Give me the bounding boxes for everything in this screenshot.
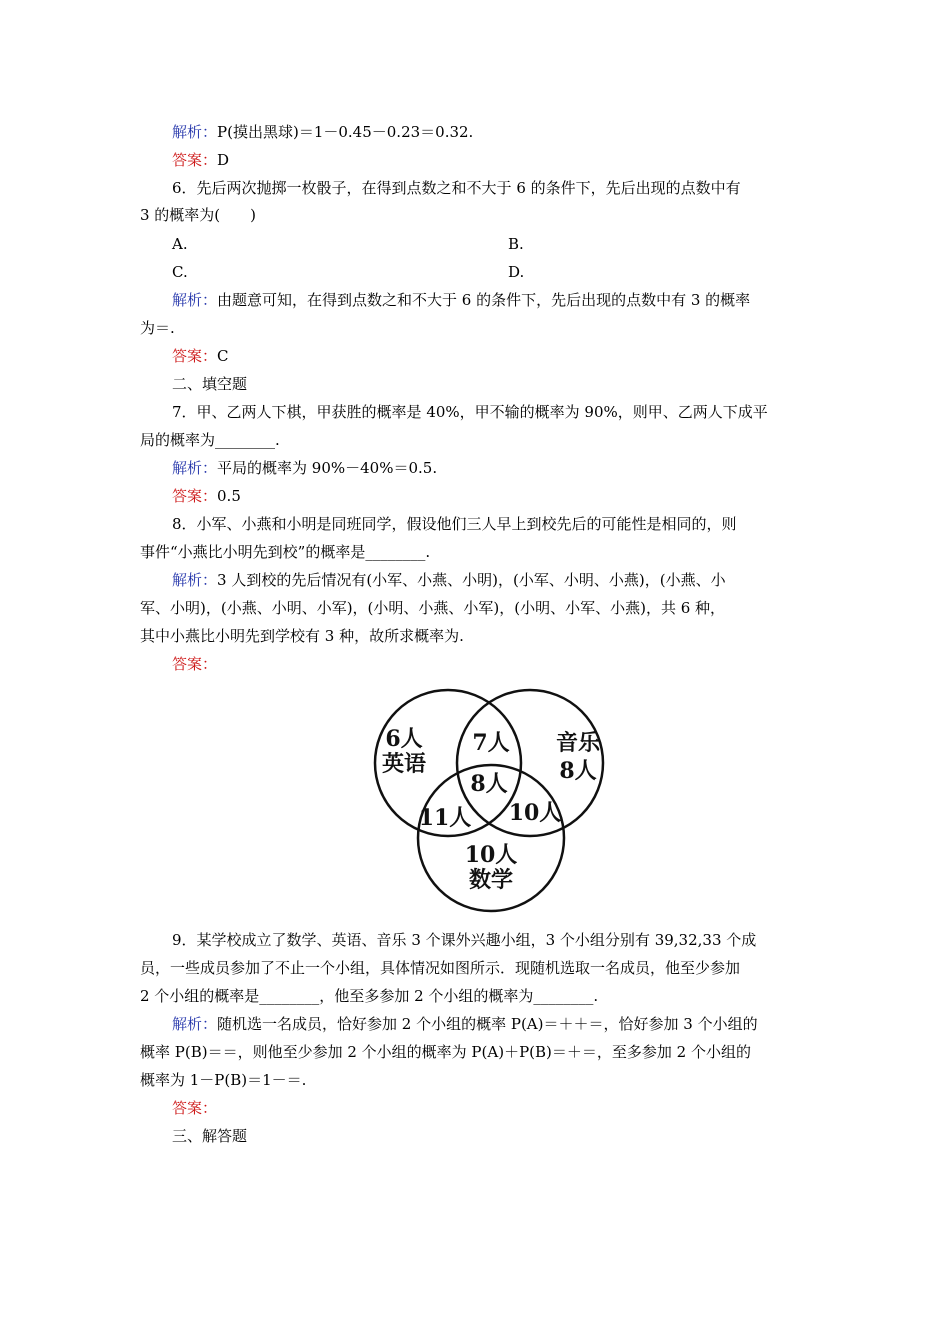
analysis-text: 3 人到校的先后情况有(小军、小燕、小明)，(小军、小明、小燕)，(小燕、小	[217, 571, 726, 589]
q6-stem-line2: 3 的概率为( )	[140, 206, 257, 224]
answer-label: 答案：	[172, 1099, 218, 1117]
q5-answer	[172, 150, 852, 170]
venn-diagram	[360, 688, 620, 914]
q6-option-b: B.	[508, 235, 524, 253]
q6-analysis-line1	[172, 290, 852, 310]
q9-analysis-line3: 概率为 1－P(B)＝1－＝.	[140, 1071, 307, 1089]
analysis-text: 平局的概率为 90%－40%＝0.5.	[217, 459, 438, 477]
q7-stem-line2: 局的概率为________.	[140, 431, 280, 449]
q6-option-d: D.	[508, 263, 525, 281]
q8-analysis-line3: 其中小燕比小明先到学校有 3 种，故所求概率为.	[140, 627, 464, 645]
english-math-count: 11人	[418, 805, 472, 831]
answer-text: 0.5	[217, 487, 241, 505]
analysis-label: 解析：	[172, 123, 218, 141]
q9-analysis-line2: 概率 P(B)＝＝，则他至少参加 2 个小组的概率为 P(A)＋P(B)＝＋＝，至多参加 2 个小组的	[140, 1043, 751, 1061]
q5-analysis	[172, 122, 852, 142]
q7-analysis	[172, 458, 852, 478]
q8-analysis-line1	[172, 570, 852, 590]
math-only-count: 10人	[464, 842, 518, 868]
q6-answer	[172, 346, 852, 366]
q6-option-c: C.	[172, 263, 188, 281]
q6-option-a: A.	[172, 235, 188, 253]
analysis-label: 解析：	[172, 291, 218, 309]
analysis-label: 解析：	[172, 571, 218, 589]
section-heading-fill-in: 二、填空题	[172, 375, 248, 393]
analysis-text: 由题意可知，在得到点数之和不大于 6 的条件下，先后出现的点数中有 3 的概率	[217, 291, 751, 309]
section-heading-answer: 三、解答题	[172, 1127, 248, 1145]
answer-label: 答案：	[172, 151, 218, 169]
q8-stem-line2: 事件“小燕比小明先到校”的概率是________.	[140, 543, 431, 561]
music-math-count: 10人	[508, 800, 562, 826]
q9-stem-line2: 员，一些成员参加了不止一个小组，具体情况如图所示．现随机选取一名成员，他至少参加	[140, 959, 741, 977]
math-label: 数学	[468, 867, 514, 893]
q8-answer	[172, 654, 852, 674]
q9-stem-line3: 2 个小组的概率是________，他至多参加 2 个小组的概率为________.	[140, 987, 599, 1005]
q9-answer	[172, 1098, 852, 1118]
q6-analysis-line2: 为＝.	[140, 319, 175, 337]
music-label: 音乐	[555, 730, 601, 756]
analysis-text: P(摸出黑球)＝1－0.45－0.23＝0.32.	[217, 123, 474, 141]
q7-stem-line1: 7．甲、乙两人下棋，甲获胜的概率是 40%，甲不输的概率为 90%，则甲、乙两人下成平	[172, 403, 768, 421]
music-only-count: 8人	[559, 758, 597, 784]
all-three-count: 8人	[470, 771, 508, 797]
analysis-label: 解析：	[172, 459, 218, 477]
analysis-text: 随机选一名成员，恰好参加 2 个小组的概率 P(A)＝＋＋＝，恰好参加 3 个小组的	[217, 1015, 758, 1033]
answer-label: 答案：	[172, 655, 218, 673]
english-only-count: 6人	[385, 726, 423, 752]
answer-label: 答案：	[172, 347, 218, 365]
q7-answer	[172, 486, 852, 506]
q9-analysis-line1	[172, 1014, 852, 1034]
answer-text: D	[217, 151, 230, 169]
english-music-count: 7人	[472, 730, 510, 756]
q8-stem-line1: 8．小军、小燕和小明是同班同学，假设他们三人早上到校先后的可能性是相同的，则	[172, 515, 737, 533]
answer-label: 答案：	[172, 487, 218, 505]
q6-stem-line1: 6．先后两次抛掷一枚骰子，在得到点数之和不大于 6 的条件下，先后出现的点数中有	[172, 179, 741, 197]
analysis-label: 解析：	[172, 1015, 218, 1033]
english-label: 英语	[381, 751, 427, 777]
q8-analysis-line2: 军、小明)，(小燕、小明、小军)，(小明、小燕、小军)，(小明、小军、小燕)，共 6 种，	[140, 599, 726, 617]
answer-text: C	[217, 347, 229, 365]
q9-stem-line1: 9．某学校成立了数学、英语、音乐 3 个课外兴趣小组，3 个小组分别有 39,32,33 个成	[172, 931, 757, 949]
